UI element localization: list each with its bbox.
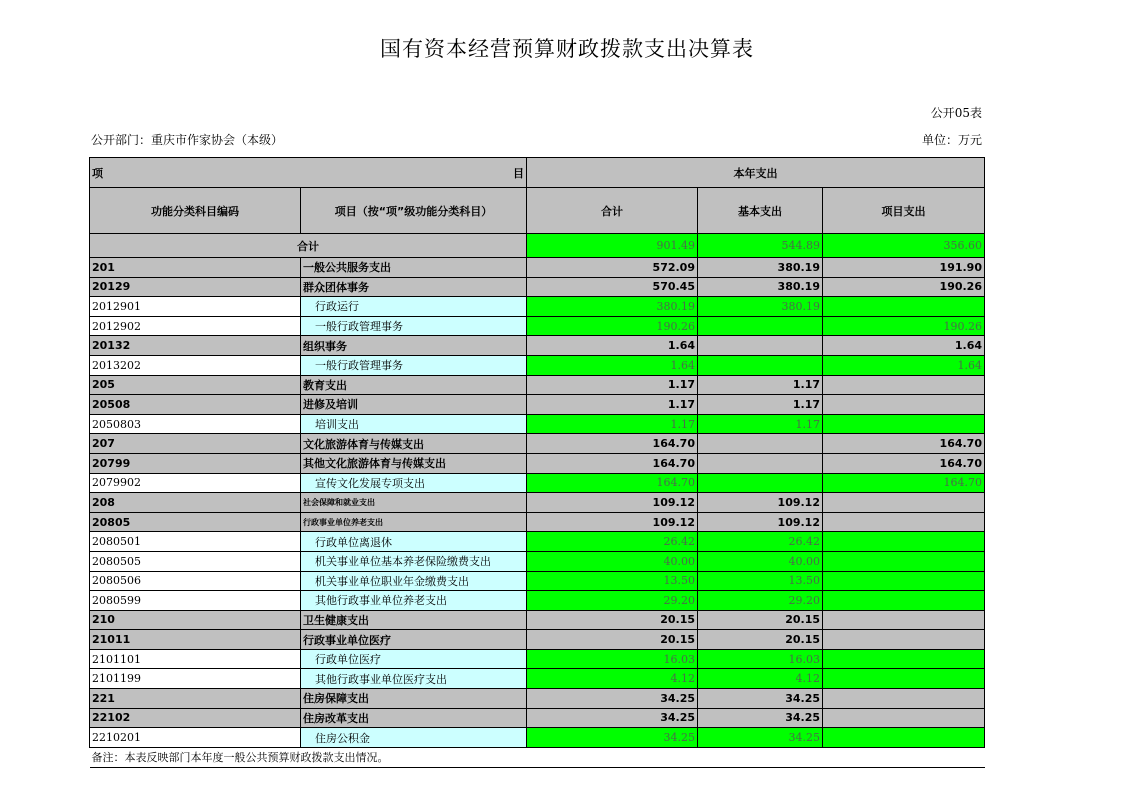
row-code: 20799 bbox=[90, 453, 301, 473]
row-code: 2013202 bbox=[90, 355, 301, 375]
header-code: 功能分类科目编码 bbox=[90, 188, 301, 234]
row-basic: 20.15 bbox=[698, 630, 823, 650]
row-name: 机关事业单位职业年金缴费支出 bbox=[301, 571, 527, 591]
row-total: 1.64 bbox=[527, 336, 698, 356]
row-total: 40.00 bbox=[527, 551, 698, 571]
row-basic: 16.03 bbox=[698, 649, 823, 669]
row-total: 29.20 bbox=[527, 591, 698, 611]
table-row bbox=[90, 591, 985, 611]
table-row bbox=[90, 395, 985, 415]
row-total: 1.17 bbox=[527, 375, 698, 395]
row-project bbox=[823, 375, 985, 395]
row-total: 1.17 bbox=[527, 395, 698, 415]
row-total: 34.25 bbox=[527, 689, 698, 709]
row-total: 13.50 bbox=[527, 571, 698, 591]
row-project bbox=[823, 708, 985, 728]
row-name: 行政事业单位医疗 bbox=[301, 630, 527, 650]
row-basic: 34.25 bbox=[698, 728, 823, 748]
row-basic bbox=[698, 316, 823, 336]
table-row bbox=[90, 453, 985, 473]
row-code: 201 bbox=[90, 258, 301, 278]
row-total: 26.42 bbox=[527, 532, 698, 552]
row-name: 教育支出 bbox=[301, 375, 527, 395]
row-code: 2080501 bbox=[90, 532, 301, 552]
row-basic: 26.42 bbox=[698, 532, 823, 552]
row-name: 行政运行 bbox=[301, 297, 527, 317]
page-title: 国有资本经营预算财政拨款支出决算表 bbox=[380, 37, 754, 61]
header-name: 项目（按“项”级功能分类科目） bbox=[301, 188, 527, 234]
row-code: 2101101 bbox=[90, 649, 301, 669]
table-row bbox=[90, 434, 985, 454]
table-row bbox=[90, 551, 985, 571]
total-basic: 544.89 bbox=[698, 234, 823, 258]
header-item-cell bbox=[90, 158, 527, 188]
row-basic bbox=[698, 336, 823, 356]
row-basic: 34.25 bbox=[698, 708, 823, 728]
row-basic bbox=[698, 473, 823, 493]
row-project: 190.26 bbox=[823, 277, 985, 297]
table-row bbox=[90, 316, 985, 336]
row-basic: 1.17 bbox=[698, 414, 823, 434]
table-row bbox=[90, 375, 985, 395]
row-total: 164.70 bbox=[527, 434, 698, 454]
row-name: 一般公共服务支出 bbox=[301, 258, 527, 278]
row-project bbox=[823, 728, 985, 748]
row-project: 164.70 bbox=[823, 453, 985, 473]
row-code: 210 bbox=[90, 610, 301, 630]
table-row bbox=[90, 689, 985, 709]
total-row bbox=[90, 234, 985, 258]
row-total: 164.70 bbox=[527, 453, 698, 473]
note-row bbox=[90, 747, 985, 767]
row-total: 20.15 bbox=[527, 630, 698, 650]
row-name: 其他行政事业单位医疗支出 bbox=[301, 669, 527, 689]
row-code: 2012902 bbox=[90, 316, 301, 336]
row-project: 1.64 bbox=[823, 355, 985, 375]
row-project: 1.64 bbox=[823, 336, 985, 356]
table-row bbox=[90, 493, 985, 513]
table-row bbox=[90, 728, 985, 748]
row-basic bbox=[698, 453, 823, 473]
header-item-left: 项 bbox=[92, 166, 103, 180]
header-this-year: 本年支出 bbox=[527, 158, 985, 188]
row-total: 380.19 bbox=[527, 297, 698, 317]
row-name: 文化旅游体育与传媒支出 bbox=[301, 434, 527, 454]
row-code: 2080505 bbox=[90, 551, 301, 571]
row-name: 社会保障和就业支出 bbox=[301, 493, 527, 513]
row-name: 行政单位离退休 bbox=[301, 532, 527, 552]
row-project: 190.26 bbox=[823, 316, 985, 336]
row-basic: 380.19 bbox=[698, 297, 823, 317]
row-basic: 13.50 bbox=[698, 571, 823, 591]
total-total: 901.49 bbox=[527, 234, 698, 258]
row-name: 一般行政管理事务 bbox=[301, 355, 527, 375]
row-total: 20.15 bbox=[527, 610, 698, 630]
row-project bbox=[823, 669, 985, 689]
header-basic: 基本支出 bbox=[698, 188, 823, 234]
table-row bbox=[90, 571, 985, 591]
row-basic bbox=[698, 355, 823, 375]
row-code: 2012901 bbox=[90, 297, 301, 317]
row-total: 572.09 bbox=[527, 258, 698, 278]
table-row bbox=[90, 414, 985, 434]
row-project bbox=[823, 591, 985, 611]
row-basic bbox=[698, 434, 823, 454]
row-basic: 20.15 bbox=[698, 610, 823, 630]
row-name: 宣传文化发展专项支出 bbox=[301, 473, 527, 493]
table-row bbox=[90, 532, 985, 552]
row-name: 住房保障支出 bbox=[301, 689, 527, 709]
total-project: 356.60 bbox=[823, 234, 985, 258]
header-total: 合计 bbox=[527, 188, 698, 234]
row-project: 191.90 bbox=[823, 258, 985, 278]
table-row bbox=[90, 649, 985, 669]
row-name: 群众团体事务 bbox=[301, 277, 527, 297]
row-project bbox=[823, 493, 985, 513]
row-name: 进修及培训 bbox=[301, 395, 527, 415]
row-total: 1.64 bbox=[527, 355, 698, 375]
row-project: 164.70 bbox=[823, 434, 985, 454]
row-total: 34.25 bbox=[527, 728, 698, 748]
row-code: 22102 bbox=[90, 708, 301, 728]
row-project bbox=[823, 532, 985, 552]
table-row bbox=[90, 708, 985, 728]
row-basic: 40.00 bbox=[698, 551, 823, 571]
header-item-right: 目 bbox=[513, 166, 524, 180]
row-name: 住房公积金 bbox=[301, 728, 527, 748]
row-project: 164.70 bbox=[823, 473, 985, 493]
row-total: 570.45 bbox=[527, 277, 698, 297]
row-total: 34.25 bbox=[527, 708, 698, 728]
row-project bbox=[823, 551, 985, 571]
row-code: 208 bbox=[90, 493, 301, 513]
row-code: 20805 bbox=[90, 512, 301, 532]
table-row bbox=[90, 277, 985, 297]
row-total: 164.70 bbox=[527, 473, 698, 493]
row-basic: 109.12 bbox=[698, 512, 823, 532]
row-basic: 4.12 bbox=[698, 669, 823, 689]
row-name: 其他文化旅游体育与传媒支出 bbox=[301, 453, 527, 473]
table-row bbox=[90, 473, 985, 493]
department-label: 公开部门：重庆市作家协会（本级） bbox=[91, 133, 284, 147]
expenditure-table bbox=[89, 157, 985, 768]
row-project bbox=[823, 395, 985, 415]
row-code: 2050803 bbox=[90, 414, 301, 434]
table-row bbox=[90, 258, 985, 278]
row-basic: 1.17 bbox=[698, 375, 823, 395]
row-name: 其他行政事业单位养老支出 bbox=[301, 591, 527, 611]
row-name: 行政事业单位养老支出 bbox=[301, 512, 527, 532]
row-project bbox=[823, 297, 985, 317]
table-body bbox=[90, 258, 985, 748]
table-row bbox=[90, 336, 985, 356]
row-code: 20129 bbox=[90, 277, 301, 297]
row-name: 一般行政管理事务 bbox=[301, 316, 527, 336]
row-project bbox=[823, 512, 985, 532]
row-name: 组织事务 bbox=[301, 336, 527, 356]
row-code: 21011 bbox=[90, 630, 301, 650]
row-code: 20132 bbox=[90, 336, 301, 356]
row-basic: 1.17 bbox=[698, 395, 823, 415]
row-code: 2080506 bbox=[90, 571, 301, 591]
row-name: 机关事业单位基本养老保险缴费支出 bbox=[301, 551, 527, 571]
row-project bbox=[823, 610, 985, 630]
row-code: 221 bbox=[90, 689, 301, 709]
table-row bbox=[90, 512, 985, 532]
row-total: 190.26 bbox=[527, 316, 698, 336]
row-basic: 380.19 bbox=[698, 277, 823, 297]
row-project bbox=[823, 414, 985, 434]
row-total: 4.12 bbox=[527, 669, 698, 689]
table-row bbox=[90, 669, 985, 689]
row-code: 2079902 bbox=[90, 473, 301, 493]
row-code: 2080599 bbox=[90, 591, 301, 611]
row-basic: 34.25 bbox=[698, 689, 823, 709]
table-row bbox=[90, 630, 985, 650]
row-project bbox=[823, 571, 985, 591]
row-code: 207 bbox=[90, 434, 301, 454]
table-row bbox=[90, 355, 985, 375]
row-total: 109.12 bbox=[527, 493, 698, 513]
row-total: 16.03 bbox=[527, 649, 698, 669]
header-project: 项目支出 bbox=[823, 188, 985, 234]
row-total: 1.17 bbox=[527, 414, 698, 434]
row-project bbox=[823, 649, 985, 669]
total-label: 合计 bbox=[90, 234, 527, 258]
unit-label: 单位：万元 bbox=[921, 133, 982, 147]
row-code: 205 bbox=[90, 375, 301, 395]
row-name: 培训支出 bbox=[301, 414, 527, 434]
note-text: 备注：本表反映部门本年度一般公共预算财政拨款支出情况。 bbox=[90, 747, 985, 767]
row-code: 2210201 bbox=[90, 728, 301, 748]
row-code: 20508 bbox=[90, 395, 301, 415]
row-basic: 380.19 bbox=[698, 258, 823, 278]
form-number: 公开05表 bbox=[930, 106, 982, 120]
row-code: 2101199 bbox=[90, 669, 301, 689]
row-basic: 29.20 bbox=[698, 591, 823, 611]
table-row bbox=[90, 297, 985, 317]
row-project bbox=[823, 689, 985, 709]
table-row bbox=[90, 610, 985, 630]
row-project bbox=[823, 630, 985, 650]
row-basic: 109.12 bbox=[698, 493, 823, 513]
row-name: 住房改革支出 bbox=[301, 708, 527, 728]
row-total: 109.12 bbox=[527, 512, 698, 532]
row-name: 行政单位医疗 bbox=[301, 649, 527, 669]
row-name: 卫生健康支出 bbox=[301, 610, 527, 630]
